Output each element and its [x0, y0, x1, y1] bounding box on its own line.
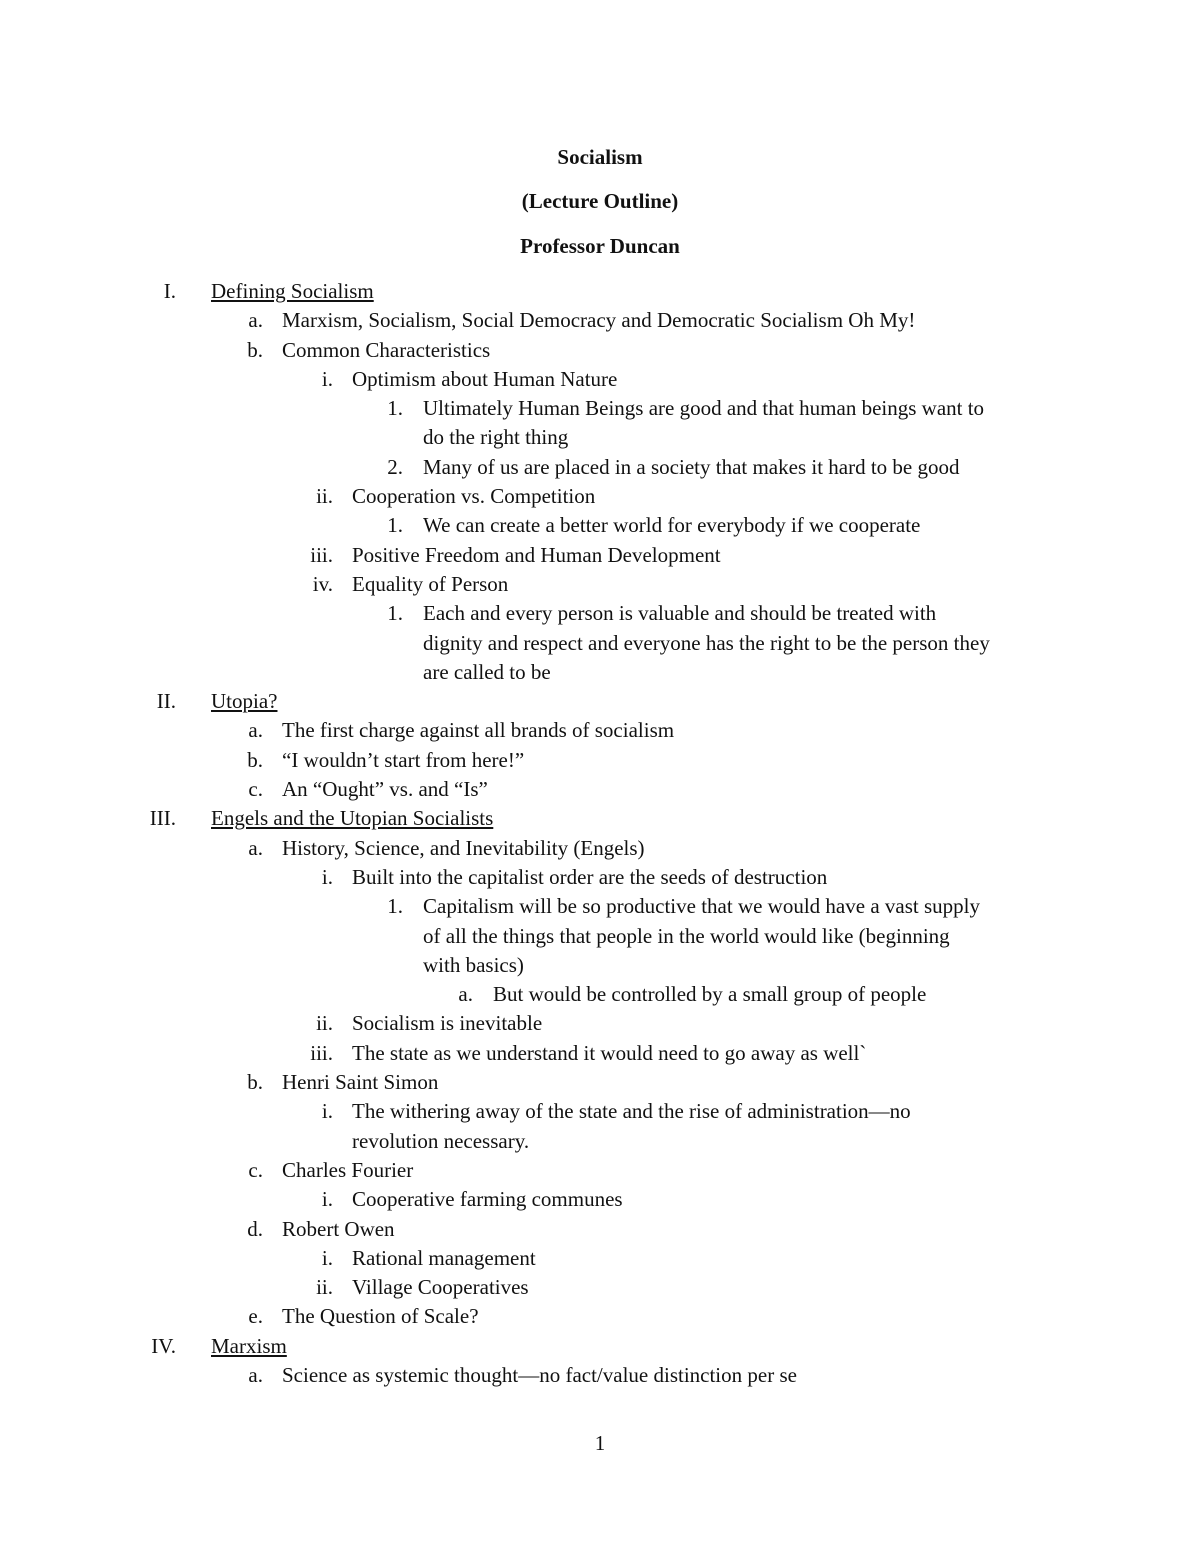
outline-marker: 2. — [387, 454, 403, 479]
outline-marker: i. — [321, 864, 333, 889]
outline-item — [0, 1156, 1200, 1185]
outline-marker: i. — [321, 1187, 333, 1212]
section-heading — [211, 687, 277, 716]
outline-text: History, Science, and Inevitability (Engels) — [282, 835, 645, 860]
outline-marker: II. — [156, 689, 176, 714]
outline-text: Henri Saint Simon — [282, 1070, 439, 1095]
outline-marker: iv. — [312, 571, 333, 596]
outline-marker: ii. — [316, 1011, 333, 1036]
outline-item — [0, 716, 1200, 745]
outline-item — [0, 1097, 1200, 1126]
outline-item — [0, 980, 1200, 1009]
outline-marker: i. — [321, 1099, 333, 1124]
outline-item — [0, 423, 1200, 452]
outline-text: Each and every person is valuable and should be treated with — [423, 601, 937, 626]
outline-marker: a. — [248, 1362, 263, 1387]
section-heading — [211, 804, 493, 833]
outline-marker: a. — [458, 982, 473, 1007]
section-heading-label: Engels and the Utopian Socialists — [211, 806, 494, 831]
outline-text: Capitalism will be so productive that we would have a vast supply — [423, 894, 980, 919]
outline-marker: b. — [247, 1070, 263, 1095]
outline-item — [0, 1068, 1200, 1097]
outline-text: dignity and respect and everyone has the right to be the person they — [423, 630, 990, 655]
outline-marker: c. — [248, 1157, 263, 1182]
outline-marker: c. — [248, 777, 263, 802]
outline-item — [0, 746, 1200, 775]
outline-item — [0, 336, 1200, 365]
outline-item — [0, 892, 1200, 921]
outline-section — [0, 277, 1200, 306]
outline-text: But would be controlled by a small group of people — [493, 982, 927, 1007]
outline-item — [0, 541, 1200, 570]
outline-item — [0, 863, 1200, 892]
outline-marker: IV. — [151, 1333, 176, 1358]
outline-marker: i. — [321, 1245, 333, 1270]
outline-text: Optimism about Human Nature — [352, 366, 618, 391]
outline-text: Charles Fourier — [282, 1157, 414, 1182]
outline-text: Cooperation vs. Competition — [352, 484, 596, 509]
outline-text: Ultimately Human Beings are good and that human beings want to — [423, 396, 985, 421]
outline-marker: 1. — [387, 513, 403, 538]
section-heading-label: Defining Socialism — [211, 279, 374, 303]
lecture-outline — [0, 277, 1200, 1390]
outline-marker: i. — [321, 366, 333, 391]
outline-marker: a. — [248, 308, 263, 333]
outline-text: We can create a better world for everybody if we cooperate — [423, 513, 921, 538]
outline-text: Positive Freedom and Human Development — [352, 542, 721, 567]
outline-item — [0, 394, 1200, 423]
section-heading — [211, 277, 374, 306]
outline-item — [0, 306, 1200, 335]
outline-marker: ii. — [316, 1275, 333, 1300]
outline-item — [0, 365, 1200, 394]
outline-text: Equality of Person — [352, 571, 509, 596]
outline-marker: a. — [248, 718, 263, 743]
outline-marker: b. — [247, 337, 263, 362]
outline-item — [0, 1127, 1200, 1156]
outline-item — [0, 1215, 1200, 1244]
outline-text: Built into the capitalist order are the seeds of destruction — [352, 864, 828, 889]
outline-item — [0, 834, 1200, 863]
outline-item — [0, 951, 1200, 980]
outline-marker: d. — [247, 1216, 263, 1241]
outline-text: Common Characteristics — [282, 337, 491, 362]
outline-text: An “Ought” vs. and “Is” — [282, 777, 488, 802]
outline-text: revolution necessary. — [352, 1128, 530, 1153]
outline-text: Many of us are placed in a society that makes it hard to be good — [423, 454, 960, 479]
outline-item — [0, 629, 1200, 658]
outline-text: Rational management — [352, 1245, 536, 1270]
outline-item — [0, 922, 1200, 951]
outline-text: Socialism is inevitable — [352, 1011, 543, 1036]
document-author: Professor Duncan — [520, 234, 680, 258]
outline-marker: 1. — [387, 894, 403, 919]
outline-marker: III. — [149, 806, 176, 831]
outline-item — [0, 511, 1200, 540]
outline-section — [0, 1332, 1200, 1361]
outline-item — [0, 453, 1200, 482]
outline-text: are called to be — [423, 659, 551, 684]
document-title: Socialism — [557, 145, 643, 169]
outline-marker: I. — [163, 279, 176, 303]
outline-item — [0, 599, 1200, 628]
outline-marker: ii. — [316, 484, 333, 509]
outline-item — [0, 1039, 1200, 1068]
section-heading-label: Marxism — [211, 1333, 287, 1358]
outline-text: of all the things that people in the world would like (beginning — [423, 923, 950, 948]
outline-item — [0, 775, 1200, 804]
outline-text: Robert Owen — [282, 1216, 395, 1241]
outline-text: Science as systemic thought—no fact/value distinction per se — [282, 1362, 797, 1387]
outline-item — [0, 482, 1200, 511]
outline-text: Cooperative farming communes — [352, 1187, 623, 1212]
outline-item — [0, 1273, 1200, 1302]
outline-item — [0, 1009, 1200, 1038]
outline-item — [0, 658, 1200, 687]
outline-text: The withering away of the state and the rise of administration—no — [352, 1099, 911, 1124]
outline-marker: e. — [248, 1304, 263, 1329]
outline-text: The first charge against all brands of socialism — [282, 718, 675, 743]
outline-text: The Question of Scale? — [282, 1304, 479, 1329]
outline-marker: b. — [247, 747, 263, 772]
outline-marker: iii. — [310, 1040, 333, 1065]
outline-marker: 1. — [387, 396, 403, 421]
outline-text: “I wouldn’t start from here!” — [282, 747, 525, 772]
outline-section — [0, 804, 1200, 833]
outline-marker: iii. — [310, 542, 333, 567]
outline-marker: a. — [248, 835, 263, 860]
outline-text: Village Cooperatives — [352, 1275, 529, 1300]
outline-item — [0, 1302, 1200, 1331]
section-heading — [211, 1332, 287, 1361]
outline-item — [0, 1361, 1200, 1390]
outline-text: Marxism, Socialism, Social Democracy and Democratic Socialism Oh My! — [282, 308, 916, 333]
outline-text: with basics) — [423, 952, 524, 977]
outline-marker: 1. — [387, 601, 403, 626]
outline-item — [0, 1244, 1200, 1273]
page-number: 1 — [594, 1431, 606, 1455]
section-heading-label: Utopia? — [211, 689, 278, 714]
document-subtitle: (Lecture Outline) — [521, 189, 679, 213]
outline-text: do the right thing — [423, 425, 569, 450]
outline-item — [0, 570, 1200, 599]
outline-section — [0, 687, 1200, 716]
outline-text: The state as we understand it would need to go away as well` — [352, 1040, 867, 1065]
outline-item — [0, 1185, 1200, 1214]
